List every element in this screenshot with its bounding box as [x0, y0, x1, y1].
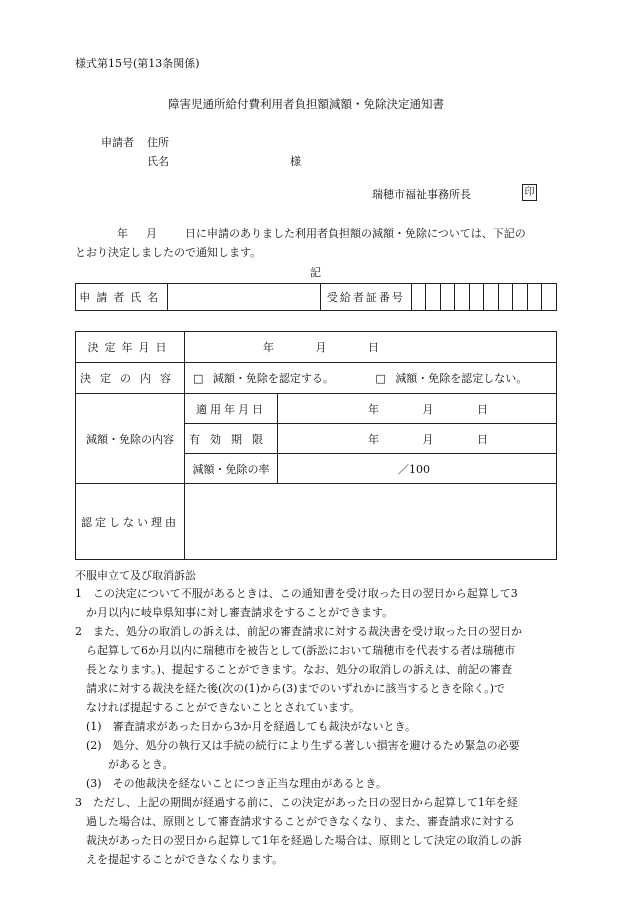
decision-content-field [185, 363, 557, 394]
valid-year: 年 [368, 432, 379, 446]
recipient-no-label: 受給者証番号 [321, 284, 411, 311]
note-line: か月以内に岐阜県知事に対し審査請求をすることができます。 [75, 606, 394, 619]
applicant-table [75, 283, 557, 311]
valid-period-field[interactable] [278, 424, 557, 454]
approve-option-label: 減額・免除を認定する。 [212, 372, 334, 385]
note-line: ら起算して6か月以内に瑞穂市を被告として(訴訟において瑞穂市を代表する者は瑞穂市 [75, 644, 516, 657]
intro-line2: とおり決定しましたので通知します。 [75, 246, 262, 259]
note-line: 3 ただし、上記の期間が経過する前に、この決定があった日の翌日から起算して1年を経 [75, 796, 518, 809]
decision-date-field[interactable] [185, 332, 557, 363]
recipient-no-digit[interactable] [484, 284, 499, 311]
note-line: (1) 審査請求があった日から3か月を経過しても裁決がないとき。 [75, 720, 417, 733]
document-title: 障害児通所給付費利用者負担額減額・免除決定通知書 [168, 97, 444, 111]
decision-table [75, 331, 557, 560]
note-line: (2) 処分、処分の執行又は手続の続行により生ずる著しい損害を避けるため緊急の必要 [75, 739, 520, 752]
reason-field[interactable] [185, 484, 557, 560]
note-line: 過した場合は、原則として審査請求することができなくなり、また、審査請求に対する [75, 815, 515, 828]
apply-date-field[interactable] [278, 394, 557, 424]
seal-mark: 印 [522, 184, 537, 201]
note-line: 1 この決定について不服があるときは、この通知書を受け取った日の翌日から起算して3 [75, 587, 518, 600]
recipient-no-digit[interactable] [498, 284, 513, 311]
approve-checkbox[interactable]: □ [193, 372, 204, 385]
recipient-no-digit[interactable] [455, 284, 470, 311]
form-number: 様式第15号(第13条関係) [75, 57, 200, 70]
deny-option-label: 減額・免除を認定しない。 [395, 372, 528, 385]
rate-label: 減額・免除の率 [185, 454, 278, 484]
note-line: なければ提起することができないこととされています。 [75, 701, 361, 714]
valid-period-label: 有効期限 [185, 424, 278, 454]
note-line: があるとき。 [75, 758, 174, 771]
name-label: 氏名 [147, 155, 169, 168]
notes-heading: 不服申立て及び取消訴訟 [75, 569, 196, 582]
applicant-name-label: 申請者氏名 [76, 284, 168, 311]
applicant-name-field[interactable] [168, 284, 321, 311]
note-line: 長となります。)、提起することができます。なお、処分の取消しの訴えは、前記の審査 [75, 663, 513, 676]
address-label: 住所 [147, 136, 169, 149]
valid-month: 月 [422, 432, 434, 446]
apply-date-label: 適用年月日 [185, 394, 278, 424]
rate-value: ／100 [398, 462, 430, 476]
recipient-no-digit[interactable] [527, 284, 542, 311]
issuer: 瑞穂市福祉事務所長 [372, 188, 471, 201]
intro-line1: 日に申請のありました利用者負担額の減額・免除については、下記の [185, 227, 526, 240]
applicant-label: 申請者 [101, 136, 134, 149]
reason-label: 認定しない理由 [76, 484, 185, 560]
recipient-no-digit[interactable] [440, 284, 455, 311]
reduction-label: 減額・免除の内容 [76, 394, 185, 484]
apply-year: 年 [368, 402, 379, 416]
recipient-no-digit[interactable] [469, 284, 484, 311]
date-year: 年 [263, 341, 274, 354]
note-line: 請求に対する裁決を経た後(次の(1)から(3)までのいずれかに該当するときを除く。)で [75, 682, 506, 695]
recipient-no-digit[interactable] [542, 284, 557, 311]
decision-date-label: 決定年月日 [76, 332, 185, 363]
date-month: 月 [315, 341, 327, 354]
recipient-no-digit[interactable] [411, 284, 426, 311]
note-line: 2 また、処分の取消しの訴えは、前記の審査請求に対する裁決書を受け取った日の翌日か [75, 625, 522, 638]
ki-mark: 記 [310, 266, 321, 279]
apply-month: 月 [422, 402, 434, 416]
apply-day: 日 [477, 402, 488, 416]
note-line: 裁決があった日の翌日から起算して1年を経過した場合は、原則として決定の取消しの訴 [75, 834, 522, 847]
note-line: えを提起することができなくなります。 [75, 853, 284, 866]
intro-year: 年 [117, 227, 128, 240]
date-day: 日 [368, 341, 379, 354]
deny-checkbox[interactable]: □ [375, 372, 386, 385]
decision-content-label: 決定の内容 [76, 363, 185, 394]
intro-month: 月 [146, 227, 157, 240]
honorific: 様 [290, 155, 301, 168]
note-line: (3) その他裁決を経ないことにつき正当な理由があるとき。 [75, 777, 387, 790]
valid-day: 日 [477, 432, 488, 446]
rate-field[interactable] [278, 454, 557, 484]
recipient-no-digit[interactable] [513, 284, 528, 311]
recipient-no-digit[interactable] [426, 284, 441, 311]
